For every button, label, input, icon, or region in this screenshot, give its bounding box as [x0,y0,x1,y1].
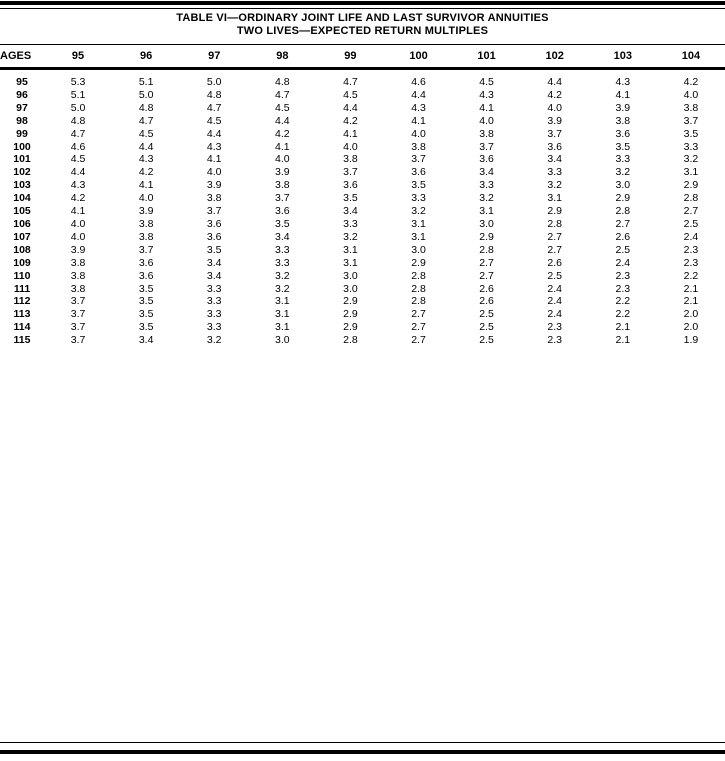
table-row [0,102,725,115]
row-age-label: 97 [16,101,28,114]
table-cell: 3.8 [70,256,86,269]
table-cell: 3.1 [343,256,358,269]
table-cell: 2.9 [683,179,699,192]
table-cell: 3.7 [138,243,154,256]
table-cell: 4.0 [479,114,494,127]
table-cell: 3.8 [479,127,494,140]
table-cell: 2.3 [683,256,699,269]
column-header-ages: AGES [0,45,44,69]
table-cell: 3.3 [206,308,222,321]
table-cell: 3.7 [70,295,86,308]
table-cell: 4.7 [275,88,290,101]
table-cell: 3.9 [615,101,631,114]
top-light-rule [0,8,725,9]
table-row [0,283,725,296]
table-cell: 3.5 [615,140,631,153]
table-cell: 2.1 [683,295,699,308]
table-cell: 4.2 [547,88,562,101]
table-cell: 3.2 [275,282,290,295]
table-cell: 3.8 [138,230,154,243]
table-cell: 3.3 [411,192,426,205]
table-body [0,69,725,348]
table-cell: 3.5 [206,243,222,256]
expected-return-multiples-table [0,44,725,347]
table-cell: 3.4 [138,334,154,347]
table-cell: 3.8 [343,153,358,166]
table-cell: 3.0 [411,243,426,256]
table-cell: 2.0 [683,308,699,321]
table-cell: 4.3 [615,76,631,88]
table-row [0,166,725,179]
table-cell: 4.2 [70,192,86,205]
table-cell: 3.6 [138,269,154,282]
table-cell: 3.0 [615,179,631,192]
table-cell: 3.7 [547,127,562,140]
table-row [0,334,725,347]
table-cell: 2.6 [479,282,494,295]
column-header: 100 [384,45,452,69]
table-cell: 2.9 [343,308,358,321]
table-cell: 3.1 [275,308,290,321]
table-cell: 4.0 [138,192,154,205]
table-cell: 2.5 [479,321,494,334]
table-cell: 3.5 [138,295,154,308]
table-row [0,128,725,141]
table-cell: 3.1 [411,217,426,230]
table-cell: 2.5 [547,269,562,282]
table-cell: 3.5 [683,127,699,140]
table-cell: 2.1 [615,321,631,334]
table-cell: 4.1 [70,205,86,218]
table-cell: 2.7 [411,308,426,321]
row-age-label: 113 [13,308,31,321]
table-cell: 3.2 [343,230,358,243]
table-cell: 4.6 [411,76,426,88]
table-cell: 3.9 [547,114,562,127]
table-cell: 3.3 [547,166,562,179]
table-cell: 3.0 [479,217,494,230]
table-cell: 3.2 [411,205,426,218]
table-cell: 2.9 [479,230,494,243]
table-header [0,45,725,69]
table-cell: 2.1 [683,282,699,295]
column-header: 103 [589,45,657,69]
table-cell: 5.0 [206,76,222,88]
table-cell: 4.1 [343,127,358,140]
table-cell: 4.1 [206,153,222,166]
table-row [0,89,725,102]
table-cell: 4.5 [206,114,222,127]
table-cell: 4.0 [547,101,562,114]
table-row [0,295,725,308]
table-cell: 3.7 [275,192,290,205]
row-age-label: 102 [13,166,31,179]
table-cell: 4.5 [70,153,86,166]
table-cell: 2.4 [547,282,562,295]
table-cell: 3.9 [275,166,290,179]
table-cell: 4.4 [70,166,86,179]
table-cell: 4.6 [70,140,86,153]
table-cell: 4.1 [411,114,426,127]
table-cell: 3.6 [275,205,290,218]
table-cell: 3.1 [547,192,562,205]
table-cell: 3.0 [343,282,358,295]
table-cell: 2.3 [615,269,631,282]
table-cell: 2.2 [683,269,699,282]
table-cell: 3.7 [683,114,699,127]
table-cell: 3.7 [411,153,426,166]
table-cell: 3.9 [70,243,86,256]
column-header: 97 [180,45,248,69]
table-cell: 2.3 [683,243,699,256]
table-cell: 3.8 [411,140,426,153]
table-cell: 4.2 [343,114,358,127]
table-cell: 2.4 [547,308,562,321]
table-cell: 3.1 [411,230,426,243]
bottom-light-rule [0,742,725,743]
row-age-label: 101 [13,153,31,166]
table-cell: 2.4 [615,256,631,269]
table-cell: 5.1 [70,88,86,101]
table-cell: 2.6 [615,230,631,243]
table-cell: 3.2 [275,269,290,282]
row-age-label: 110 [13,269,31,282]
table-cell: 4.0 [275,153,290,166]
table-cell: 2.8 [683,192,699,205]
table-title-line2: TWO LIVES—EXPECTED RETURN MULTIPLES [236,25,489,37]
column-header: 101 [453,45,521,69]
table-cell: 4.0 [411,127,426,140]
table-cell: 3.6 [206,217,222,230]
table-cell: 3.8 [70,282,86,295]
table-cell: 2.2 [615,308,631,321]
table-row [0,257,725,270]
table-cell: 4.1 [479,101,494,114]
table-cell: 4.3 [411,101,426,114]
table-row [0,192,725,205]
row-age-label: 107 [13,230,31,243]
table-cell: 5.3 [70,76,86,88]
row-age-label: 100 [13,140,31,153]
table-row [0,321,725,334]
column-header: 98 [248,45,316,69]
table-cell: 4.3 [138,153,154,166]
table-cell: 4.4 [411,88,426,101]
table-cell: 2.7 [411,321,426,334]
table-cell: 4.2 [275,127,290,140]
table-cell: 4.1 [615,88,631,101]
table-cell: 3.4 [275,230,290,243]
table-cell: 4.8 [206,88,222,101]
table-cell: 4.3 [479,88,494,101]
table-cell: 3.7 [70,334,86,347]
table-cell: 3.8 [70,269,86,282]
table-cell: 3.1 [275,295,290,308]
table-cell: 2.9 [615,192,631,205]
row-age-label: 99 [16,127,28,140]
table-cell: 5.1 [138,76,154,88]
column-header: 96 [112,45,180,69]
column-header: 99 [316,45,384,69]
table-row [0,231,725,244]
table-cell: 4.7 [206,101,222,114]
table-cell: 2.7 [479,256,494,269]
table-cell: 3.3 [683,140,699,153]
table-cell: 4.2 [683,76,699,88]
row-age-label: 109 [13,256,31,269]
table-cell: 3.3 [343,217,358,230]
table-cell: 3.5 [138,308,154,321]
table-cell: 4.7 [70,127,86,140]
table-cell: 4.4 [275,114,290,127]
table-cell: 4.2 [138,166,154,179]
table-cell: 3.9 [138,205,154,218]
table-title [0,12,725,38]
table-row [0,115,725,128]
table-cell: 3.5 [138,321,154,334]
table-cell: 2.3 [547,334,562,347]
table-row [0,141,725,154]
row-age-label: 103 [13,179,31,192]
table-cell: 3.5 [343,192,358,205]
table-cell: 3.4 [547,153,562,166]
table-cell: 4.8 [275,76,290,88]
table-row [0,270,725,283]
table-cell: 4.8 [70,114,86,127]
table-cell: 3.3 [206,282,222,295]
table-cell: 3.1 [275,321,290,334]
table-row [0,153,725,166]
table-cell: 3.4 [479,166,494,179]
table-cell: 3.8 [138,217,154,230]
table-cell: 3.1 [479,205,494,218]
column-header: 104 [657,45,725,69]
row-age-label: 108 [13,243,31,256]
table-cell: 2.5 [479,334,494,347]
table-cell: 2.8 [411,282,426,295]
table-cell: 3.7 [206,205,222,218]
table-cell: 3.1 [343,243,358,256]
table-row [0,308,725,321]
table-cell: 2.9 [547,205,562,218]
table-cell: 2.7 [615,217,631,230]
table-cell: 2.7 [479,269,494,282]
row-age-label: 106 [13,217,31,230]
table-cell: 4.8 [138,101,154,114]
table-cell: 2.3 [547,321,562,334]
table-cell: 2.7 [547,243,562,256]
table-cell: 3.2 [547,179,562,192]
table-cell: 3.2 [479,192,494,205]
table-cell: 4.5 [343,88,358,101]
table-cell: 3.3 [275,243,290,256]
table-cell: 4.4 [547,76,562,88]
table-cell: 2.9 [411,256,426,269]
row-age-label: 95 [16,76,28,88]
table-cell: 2.6 [547,256,562,269]
table-cell: 3.0 [343,269,358,282]
table-cell: 3.6 [411,166,426,179]
table-cell: 4.0 [343,140,358,153]
table-cell: 3.8 [275,179,290,192]
table-cell: 4.7 [138,114,154,127]
table-cell: 3.2 [683,153,699,166]
table-cell: 2.3 [615,282,631,295]
table-cell: 4.4 [138,140,154,153]
table-cell: 4.5 [479,76,494,88]
table-cell: 3.5 [411,179,426,192]
table-cell: 4.5 [138,127,154,140]
table-cell: 3.6 [547,140,562,153]
row-age-label: 114 [13,321,31,334]
table-cell: 3.4 [206,269,222,282]
table-header-row [0,45,725,69]
table-cell: 2.4 [547,295,562,308]
table-cell: 2.8 [343,334,358,347]
table-title-line1: TABLE VI—ORDINARY JOINT LIFE AND LAST SURVIVOR ANNUITIES [176,12,549,24]
table-cell: 4.5 [275,101,290,114]
table-cell: 3.7 [479,140,494,153]
table-cell: 2.7 [683,205,699,218]
table-cell: 2.0 [683,321,699,334]
table-cell: 3.0 [275,334,290,347]
table-row [0,179,725,192]
top-heavy-rule [0,1,725,5]
table-row [0,205,725,218]
table-cell: 3.1 [683,166,699,179]
table-cell: 5.0 [70,101,86,114]
table-cell: 2.8 [479,243,494,256]
table-cell: 3.2 [615,166,631,179]
table-cell: 1.9 [683,334,699,347]
table-cell: 4.0 [206,166,222,179]
table-cell: 3.6 [479,153,494,166]
table-cell: 3.8 [683,101,699,114]
table-cell: 3.5 [138,282,154,295]
table-cell: 2.6 [479,295,494,308]
table-cell: 4.0 [70,217,86,230]
table-cell: 2.9 [343,295,358,308]
table-cell: 4.4 [206,127,222,140]
table-cell: 4.4 [343,101,358,114]
table-cell: 2.2 [615,295,631,308]
row-age-label: 98 [16,114,28,127]
table-cell: 3.3 [479,179,494,192]
table-cell: 3.3 [206,321,222,334]
table-cell: 3.6 [343,179,358,192]
table-cell: 4.0 [70,230,86,243]
table-cell: 3.8 [206,192,222,205]
table-row [0,69,725,89]
row-age-label: 115 [13,334,31,347]
row-age-label: 111 [13,282,31,295]
table-cell: 3.6 [615,127,631,140]
table-cell: 3.4 [343,205,358,218]
row-age-label: 105 [13,205,31,218]
table-cell: 3.6 [138,256,154,269]
table-cell: 4.7 [343,76,358,88]
table-row [0,218,725,231]
table-cell: 3.6 [206,230,222,243]
table-cell: 4.3 [206,140,222,153]
table-cell: 2.8 [547,217,562,230]
table-cell: 3.5 [275,217,290,230]
table-cell: 3.7 [343,166,358,179]
table-cell: 2.4 [683,230,699,243]
table-cell: 3.3 [206,295,222,308]
table-cell: 5.0 [138,88,154,101]
row-age-label: 96 [16,88,28,101]
table-cell: 2.5 [479,308,494,321]
table-cell: 2.1 [615,334,631,347]
table-cell: 2.9 [343,321,358,334]
table-cell: 2.8 [411,295,426,308]
table-cell: 2.7 [411,334,426,347]
table-cell: 4.0 [683,88,699,101]
table-cell: 2.8 [411,269,426,282]
table-cell: 4.3 [70,179,86,192]
table-cell: 2.8 [615,205,631,218]
bottom-heavy-rule [0,750,725,754]
column-header: 102 [521,45,589,69]
table-row [0,244,725,257]
table-cell: 4.1 [138,179,154,192]
table-cell: 2.7 [547,230,562,243]
table-cell: 3.3 [275,256,290,269]
table-cell: 3.2 [206,334,222,347]
column-header: 95 [44,45,112,69]
row-age-label: 104 [13,192,31,205]
table-cell: 3.4 [206,256,222,269]
table-cell: 3.8 [615,114,631,127]
table-cell: 2.5 [615,243,631,256]
table-cell: 3.7 [70,321,86,334]
table-cell: 3.9 [206,179,222,192]
row-age-label: 112 [13,295,31,308]
table-cell: 4.1 [275,140,290,153]
table-cell: 3.3 [615,153,631,166]
table-cell: 2.5 [683,217,699,230]
table-cell: 3.7 [70,308,86,321]
